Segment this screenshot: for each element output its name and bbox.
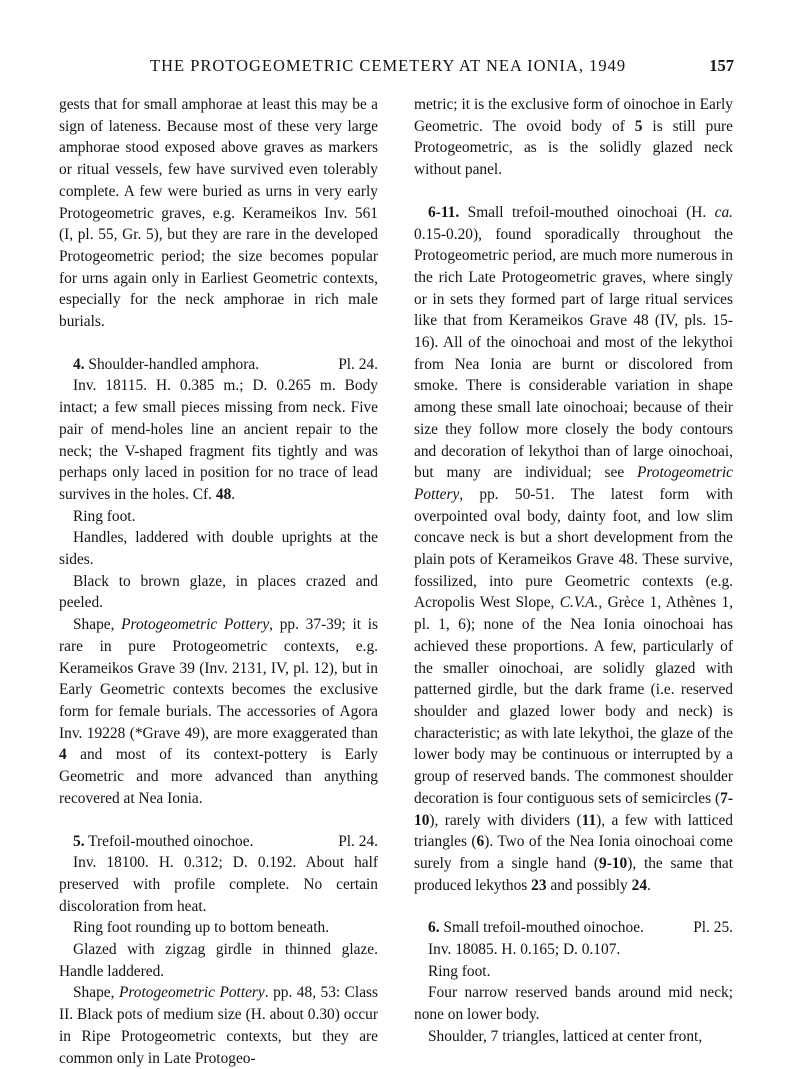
entry-6-foot: Ring foot. — [428, 962, 491, 980]
entry-4-shape: Shape, Protogeometric Pottery, pp. 37-39; it is rare in pure Protogeometric contexts, e.g. Kerameikos Grave 39 (Inv. 2131, IV, pl. 12), but in Early Geometric contexts becomes the exclusive form for female burials. The accessories of Agora Inv. 19228 (*Grave 49), are more exaggerated than 4 and most of its context-pottery is Early Geometric and more advanced than anything recovered at Nea Ionia. — [59, 616, 378, 807]
plate-reference: Pl. 25. — [693, 919, 733, 937]
plate-reference: Pl. 24. — [338, 832, 378, 850]
entry-number: 6-11. — [428, 203, 460, 221]
page-number: 157 — [709, 56, 734, 75]
right-column — [414, 94, 733, 1048]
entry-4-inventory: Inv. 18115. H. 0.385 m.; D. 0.265 m. Body intact; a few small pieces missing from neck. Five pair of mend-holes line an ancient repair to the neck; the V-shaped fragment fits tightly and was perhaps only laced in position for no trace of lead survives in the holes. Cf. 48. — [59, 377, 378, 503]
left-column — [59, 94, 378, 1069]
entry-6-bands: Four narrow reserved bands around mid neck; none on lower body. — [414, 984, 733, 1024]
running-header — [60, 56, 736, 80]
entry-5-foot: Ring foot rounding up to bottom beneath. — [73, 919, 330, 937]
entry-4-foot: Ring foot. — [73, 507, 136, 525]
entry-4-handles: Handles, laddered with double uprights at the sides. — [59, 529, 378, 569]
entries-6-11-intro: 6-11. Small trefoil-mouthed oinochoai (H. ca. 0.15-0.20), found sporadically throughout the Protogeometric period, are much more numerous in the rich Late Protogeometric graves, where singly or in sets they formed part of large ritual services like that from Kerameikos Grave 48 (IV, pls. 15-16). All of the oinochoai and most of the lekythoi from Nea Ionia are burnt or discolored from smoke. There is considerable variation in shape among these small late oinochoai; because of their size they follow more closely the body contours and decoration of lekythoi than of large oinochoai, but many are individual; see Protogeometric Pottery, pp. 50-51. The latest form with overpointed oval body, dainty foot, and low slim concave neck is but a short development from the plain pots of Kerameikos Grave 48. These survive, fossilized, into pure Geometric contexts (e.g. Acropolis West Slope, C.V.A., Grèce 1, Athènes 1, pl. 1, 6); none of the Nea Ionia oinochoai has achieved these proportions. A few, particularly of the smaller oinochoai, are solidly glazed with patterned girdle, but the dark frame (i.e. reserved shoulder and glazed lower body and neck) is characteristic; as with late lekythoi, the glaze of the lower body may be continuous or interrupted by a group of reserved bands. The commonest shoulder decoration is four contiguous sets of semicircles (7-10), rarely with dividers (11), a few with latticed triangles (6). Two of the Nea Ionia oinochoai come surely from a single hand (9-10), the same that produced lekythos 23 and possibly 24. — [414, 203, 734, 894]
running-title: THE PROTOGEOMETRIC CEMETERY AT NEA IONIA, 1949 — [150, 56, 627, 75]
entry-title: Trefoil-mouthed oinochoe. — [88, 832, 254, 850]
entry-5-glaze: Glazed with zigzag girdle in thinned glaze. Handle laddered. — [59, 941, 378, 980]
entry-number: 4. — [73, 355, 85, 373]
entry-4-heading — [59, 354, 378, 376]
entry-4-glaze: Black to brown glaze, in places crazed and peeled. — [59, 572, 378, 612]
entry-5-heading — [59, 831, 378, 853]
entry-5-shape: Shape, Protogeometric Pottery. pp. 48, 53: Class II. Black pots of medium size (H. about 0.30) occur in Ripe Protogeometric contexts, but they are common only in Late Protogeo- — [59, 984, 378, 1067]
entry-5-inventory: Inv. 18100. H. 0.312; D. 0.192. About half preserved with profile complete. No certain discoloration from heat. — [59, 854, 378, 915]
entry-6-inventory: Inv. 18085. H. 0.165; D. 0.107. — [428, 941, 621, 959]
continued-paragraph: gests that for small amphorae at least this may be a sign of lateness. Because most of these very large amphorae stood exposed above graves as markers or ritual vessels, few have survived even tolerably complete. A few were buried as urns in very early Protogeometric graves, e.g. Kerameikos Inv. 561 (I, pl. 55, Gr. 5), but they are rare in the developed Protogeometric period; the size becomes popular for urns again only in Earliest Geometric contexts, especially for the neck amphorae in rich male burials. — [59, 96, 378, 331]
entry-number: 5. — [73, 832, 85, 850]
entry-6-heading — [414, 917, 733, 939]
entry-6-shoulder: Shoulder, 7 triangles, latticed at center front, — [428, 1027, 703, 1045]
entry-number: 6. — [428, 919, 440, 937]
continued-paragraph: metric; it is the exclusive form of oinochoe in Early Geometric. The ovoid body of 5 is still pure Protogeometric, as is the solidly glazed neck without panel. — [414, 96, 733, 179]
plate-reference: Pl. 24. — [338, 355, 378, 373]
entry-title: Small trefoil-mouthed oinochoe. — [443, 919, 644, 937]
entry-title: Shoulder-handled amphora. — [88, 355, 260, 373]
